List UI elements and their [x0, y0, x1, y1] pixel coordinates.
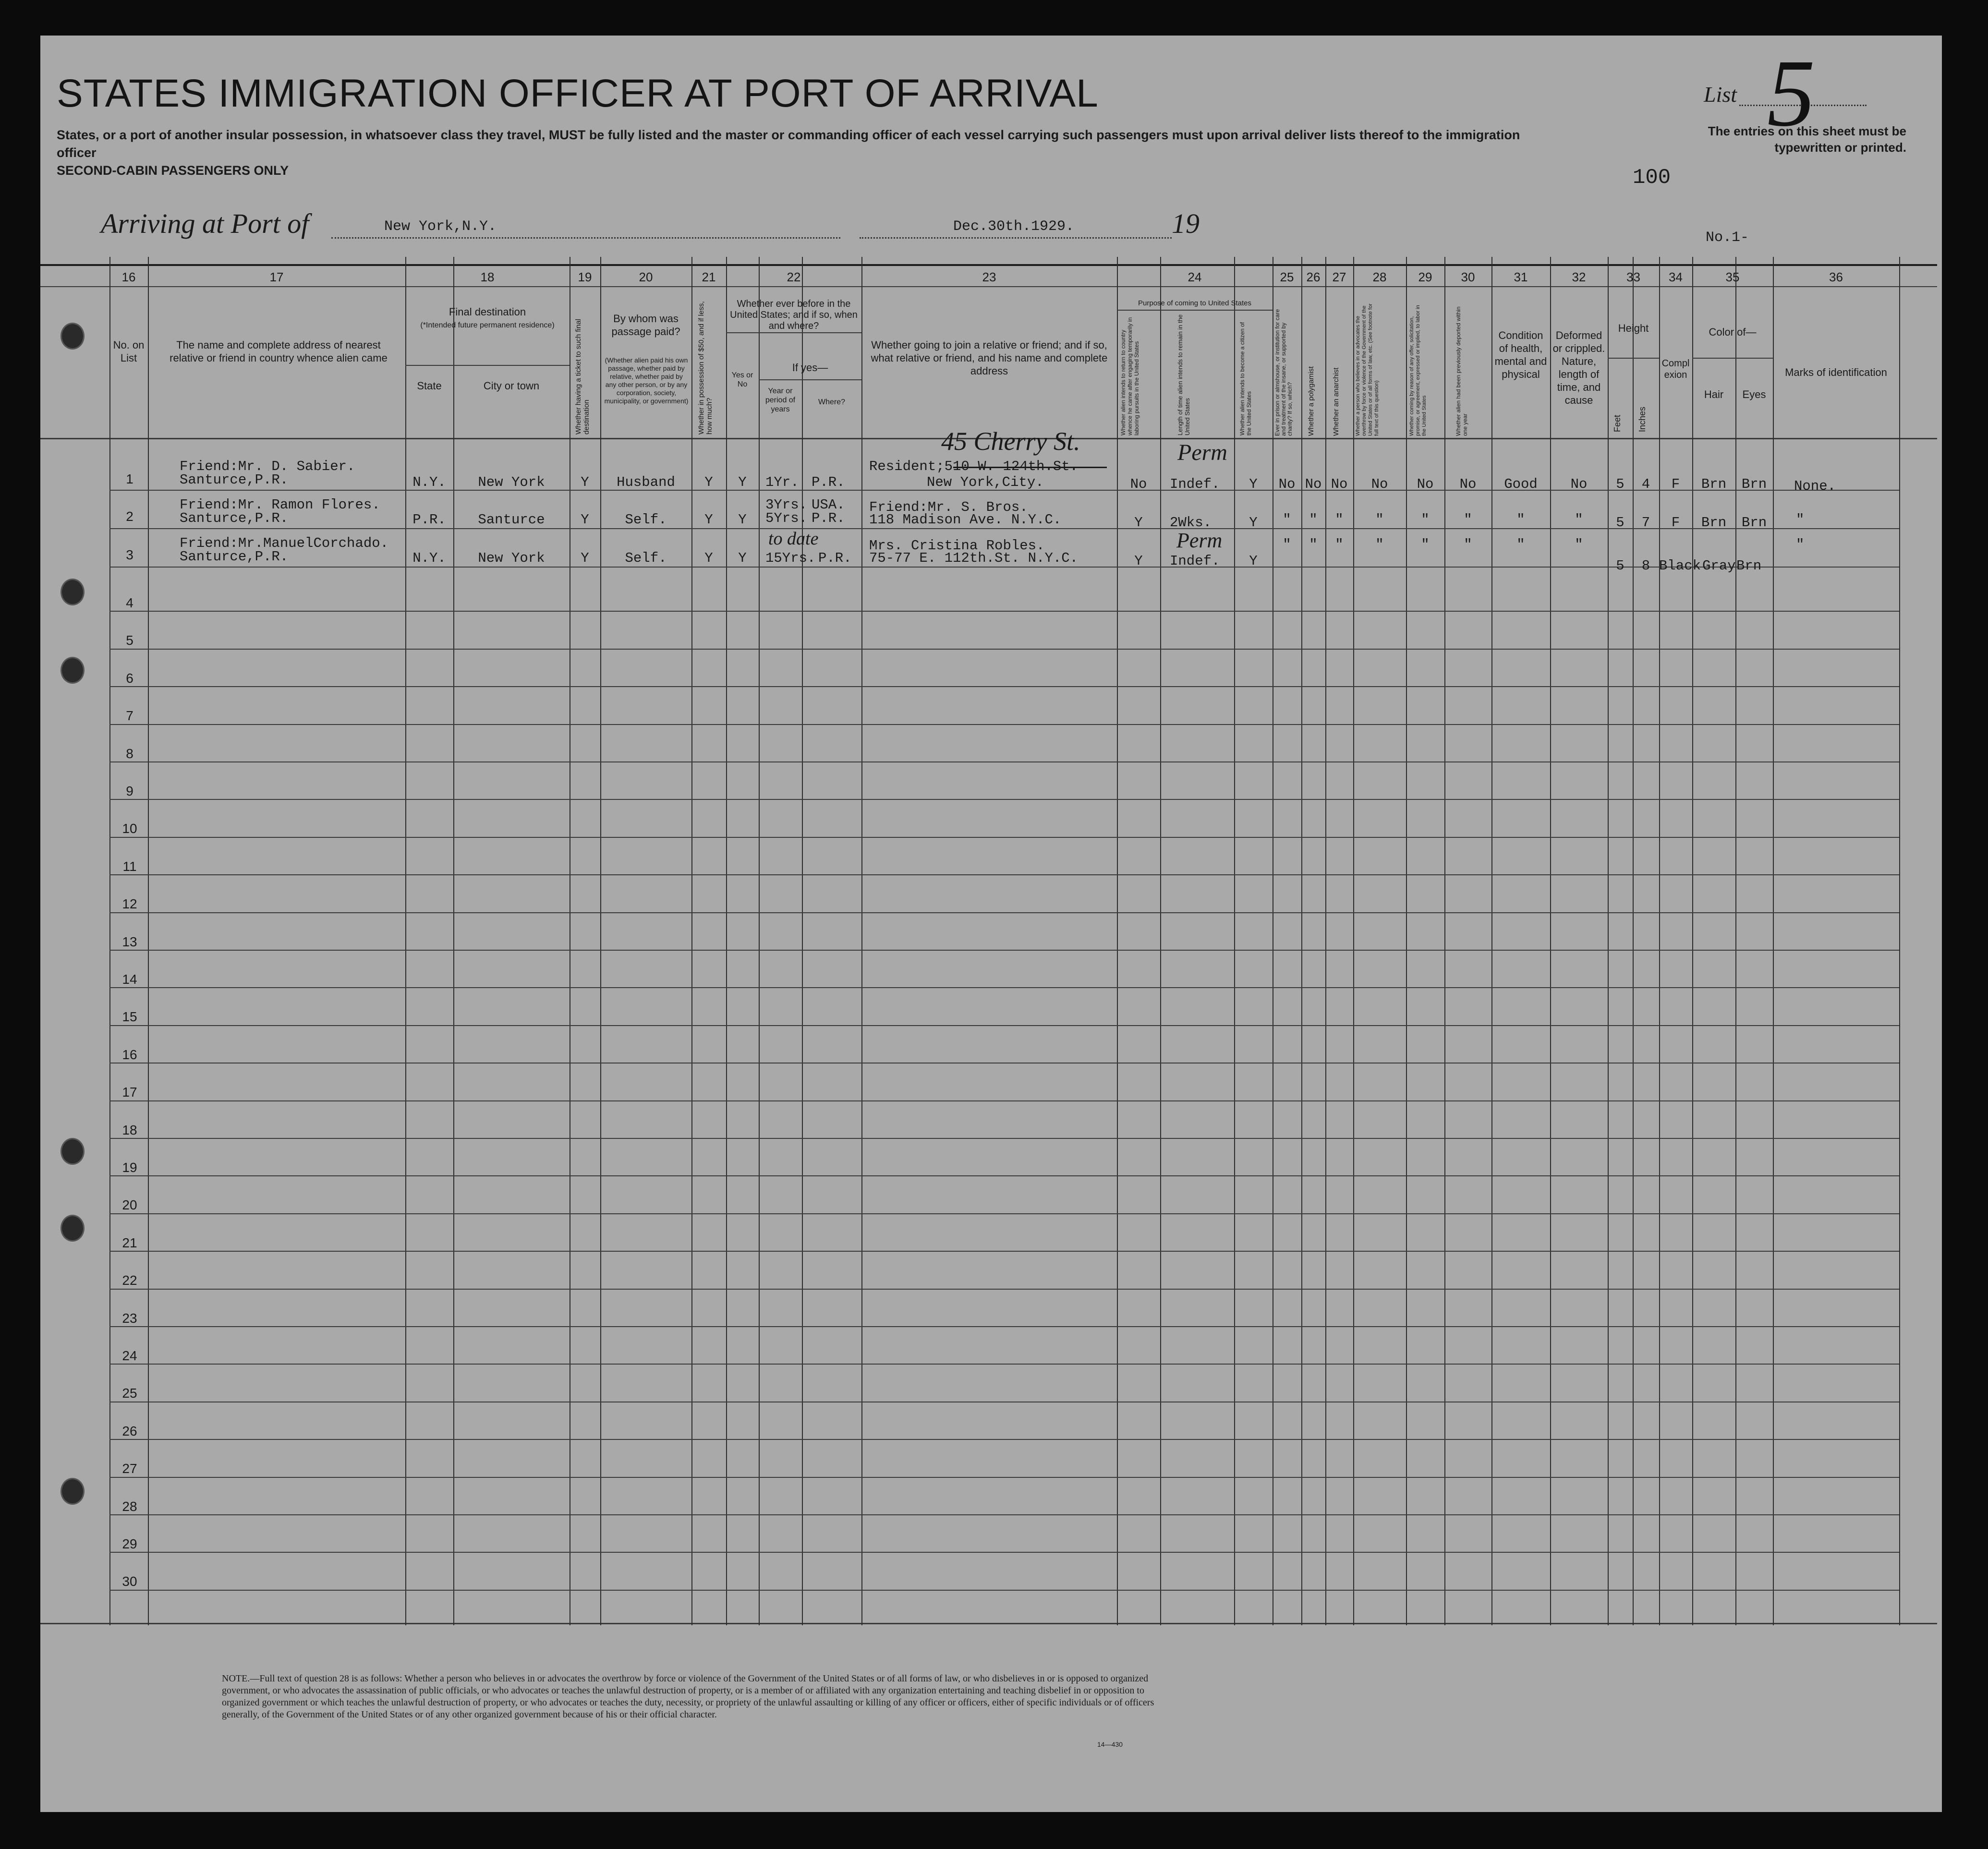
entry2-fifty: Y	[704, 512, 713, 528]
row-line	[109, 1552, 1899, 1553]
col-number: 27	[1332, 270, 1346, 284]
entry1-ticket: Y	[581, 474, 589, 490]
table-top-border	[40, 264, 1937, 266]
header-join-relative: Whether going to join a relative or friend; and if so, what relative or friend, and his name and complete address	[871, 339, 1108, 377]
ditto-mark: "	[1421, 537, 1430, 553]
column-divider	[600, 257, 601, 1625]
instructions-text: States, or a port of another insular possession, in whatsoever class they travel, MUST be fully listed and the master or commanding officer of each vessel carrying such passengers must upon arrival deliver lists thereof to the immigration officer	[57, 128, 1520, 160]
row-number: 24	[122, 1348, 137, 1363]
column-divider	[1353, 257, 1354, 1625]
col-number: 31	[1514, 270, 1528, 284]
row-number: 28	[122, 1499, 137, 1514]
entry2-paid-by: Self.	[625, 512, 667, 528]
row-number: 23	[122, 1311, 137, 1326]
row-line	[109, 1251, 1899, 1252]
entry3-return: Y	[1134, 553, 1143, 569]
punch-hole-icon	[61, 1138, 85, 1165]
row-number: 10	[122, 821, 137, 836]
column-divider	[861, 257, 862, 1625]
col-number: 28	[1372, 270, 1387, 284]
column-divider	[1160, 257, 1161, 1625]
entry1-return: No	[1130, 476, 1147, 492]
row-line	[109, 1514, 1899, 1515]
entry3-where: P.R.	[818, 550, 852, 566]
row-number: 20	[122, 1197, 137, 1212]
col-number: 29	[1418, 270, 1432, 284]
ditto-mark: "	[1516, 537, 1525, 553]
entry1-hair: Brn	[1701, 476, 1727, 492]
row-number: 26	[122, 1424, 137, 1438]
row-number: 19	[122, 1160, 137, 1175]
punch-hole-icon	[61, 657, 85, 684]
row-line	[109, 649, 1899, 650]
entry3-length: Indef.	[1170, 553, 1220, 569]
header-yes-no: Yes or No	[731, 371, 753, 388]
subheader-line	[726, 332, 861, 333]
row-line	[109, 799, 1899, 800]
punch-hole-icon	[61, 579, 85, 605]
passenger-count: 100	[1633, 166, 1671, 190]
ditto-mark: "	[1796, 512, 1805, 528]
header-return: Whether alien intends to return to country whence he came after engaging temporarily in laboring pursuits in the United States	[1120, 317, 1140, 435]
row-line	[109, 1289, 1899, 1290]
header-length: Length of time alien intends to remain in the United States	[1176, 314, 1191, 435]
column-divider	[453, 257, 454, 1625]
header-state: State	[417, 380, 442, 392]
col-number: 26	[1306, 270, 1321, 284]
header-anarchist: Whether an anarchist	[1332, 367, 1340, 436]
column-divider	[1773, 257, 1774, 1625]
header-fifty-dollars: Whether in possession of $50, and if less, how much?	[697, 301, 714, 435]
entry3-city: New York	[478, 550, 545, 566]
ditto-mark: "	[1464, 537, 1472, 553]
header-offer: Whether coming by reason of any offer, solicitation, promise, or agreement, expressed or implied, to labor in the United States	[1409, 305, 1427, 436]
entry2-relative-line1: Friend:Mr. Ramon Flores.	[180, 497, 380, 513]
column-divider	[405, 257, 406, 1625]
row-line	[109, 686, 1899, 687]
entry1-length: Indef.	[1170, 476, 1220, 492]
header-hair: Hair	[1704, 388, 1724, 400]
row-number: 18	[122, 1123, 137, 1137]
entry2-years-2: 5Yrs.	[765, 510, 808, 526]
entry3-feet: 5	[1616, 558, 1624, 574]
punch-hole-icon	[61, 323, 85, 350]
entry2-return: Y	[1134, 515, 1143, 531]
column-divider	[1899, 257, 1900, 1625]
column-divider	[1117, 257, 1118, 1625]
ditto-mark: "	[1283, 537, 1291, 553]
column-divider	[726, 257, 727, 1625]
entry1-join-handwritten: 45 Cherry St.	[941, 427, 1080, 456]
entry1-where: P.R.	[812, 474, 845, 490]
list-number: 5	[1767, 40, 1815, 146]
strike-line	[953, 467, 1107, 468]
ditto-mark: "	[1421, 512, 1430, 528]
column-divider	[1406, 257, 1407, 1625]
header-color-of: Color of—	[1709, 326, 1757, 338]
ditto-mark: "	[1375, 512, 1384, 528]
header-ticket: Whether having a ticket to such final destination	[574, 319, 591, 435]
col-number: 21	[702, 270, 716, 284]
entry3-length-handwritten: Perm	[1176, 529, 1223, 552]
entries-note: The entries on this sheet must be typewritten or printed.	[1708, 124, 1906, 155]
header-feet: Feet	[1612, 414, 1622, 432]
row-number: 15	[122, 1009, 137, 1024]
col-number: 32	[1572, 270, 1586, 284]
row-line	[109, 912, 1899, 913]
column-divider	[1444, 257, 1445, 1625]
entry1-length-handwritten: Perm	[1177, 440, 1227, 465]
row-line	[109, 874, 1899, 875]
entry1-deformed: No	[1570, 476, 1588, 492]
entry3-before: Y	[738, 550, 747, 566]
ditto-mark: "	[1335, 512, 1344, 528]
row-number: 17	[122, 1085, 137, 1100]
column-divider	[691, 257, 692, 1625]
date-value: Dec.30th.1929.	[953, 218, 1075, 235]
header-deported: Whether alien had been previously deported within one year	[1455, 306, 1468, 436]
entry2-length: 2Wks.	[1170, 515, 1212, 531]
column-divider	[1550, 257, 1551, 1625]
subheader-line	[1608, 358, 1659, 359]
row-line	[109, 1138, 1899, 1139]
ditto-mark: "	[1575, 537, 1583, 553]
row-line	[109, 1477, 1899, 1478]
row-line	[109, 987, 1899, 988]
entry2-eyes: Brn	[1741, 515, 1767, 531]
header-purpose: Purpose of coming to United States	[1138, 299, 1251, 307]
class-line: SECOND-CABIN PASSENGERS ONLY	[57, 163, 289, 178]
col-number: 20	[639, 270, 653, 284]
footnote-question-28: NOTE.—Full text of question 28 is as follows: Whether a person who believes in or advocates the overthrow by force or violence of the Government of the United States or of all forms of law, or who disbelieves in or is opposed to organized government, or who advocates the assassination of public officials, or who advocates or teaches the unlawful destruction of property, or is a member of or affiliated with any organization entertaining and teaching disbelief in or opposition to organized government or which teaches the unlawful destruction of property, or who advocates or teaches the duty, necessity, or propriety of the unlawful assaulting or killing of any officer or officers, either of specific individuals or of officers generally, of the Government of the United States or of any other organized government because of his or their official character.	[222, 1673, 1154, 1720]
row-line	[109, 761, 1899, 762]
table-bottom-border	[40, 1623, 1937, 1624]
col-number: 36	[1829, 270, 1843, 284]
ditto-mark: "	[1464, 512, 1472, 528]
col-number: 23	[982, 270, 996, 284]
entry1-citizen: Y	[1249, 476, 1258, 492]
entry1-complexion: F	[1671, 476, 1680, 492]
entry1-health: Good	[1504, 476, 1538, 492]
header-paid-by-sub: (Whether alien paid his own passage, whether paid by relative, whether paid by any other person, or by any corporation, society, municipality, or government)	[604, 356, 689, 405]
entry3-citizen: Y	[1249, 553, 1258, 569]
entry1-join-line2: New York,City.	[927, 474, 1044, 490]
header-where: Where?	[818, 398, 846, 406]
entry1-relative-line2: Santurce,P.R.	[180, 472, 289, 488]
entry2-relative-line2: Santurce,P.R.	[180, 510, 289, 526]
ditto-mark: "	[1516, 512, 1525, 528]
entry1-paid-by: Husband	[617, 474, 675, 490]
column-number-divider	[40, 286, 1937, 287]
header-health: Condition of health, mental and physical	[1494, 329, 1547, 380]
entry3-complexion: Black	[1659, 558, 1701, 574]
entry3-relative-line2: Santurce,P.R.	[180, 549, 289, 565]
row-number: 5	[126, 633, 133, 648]
entry1-marks: None.	[1794, 478, 1836, 494]
entry3-years: 15Yrs.	[765, 550, 816, 566]
column-divider	[1608, 257, 1609, 1625]
entry2-feet: 5	[1616, 515, 1624, 531]
port-value: New York,N.Y.	[384, 218, 497, 235]
header-deformed: Deformed or crippled. Nature, length of time, and cause	[1552, 329, 1605, 406]
row-line	[109, 1175, 1899, 1176]
column-divider	[1234, 257, 1235, 1625]
row-number: 11	[122, 859, 137, 874]
entry2-citizen: Y	[1249, 515, 1258, 531]
entry2-where-2: P.R.	[812, 510, 845, 526]
column-divider	[802, 257, 803, 1625]
entry1-years: 1Yr.	[765, 474, 799, 490]
row-number: 27	[122, 1461, 137, 1476]
entry2-complexion: F	[1671, 515, 1680, 531]
header-final-destination: Final destination	[449, 306, 526, 318]
col-number: 33	[1626, 270, 1640, 284]
col-number: 17	[269, 270, 284, 284]
punch-hole-icon	[61, 1215, 85, 1242]
entry1-eyes: Brn	[1741, 476, 1767, 492]
header-height: Height	[1618, 322, 1649, 334]
row-number: 12	[122, 896, 137, 911]
entry1-offer: No	[1417, 476, 1434, 492]
header-final-destination-sub: (*Intended future permanent residence)	[420, 321, 555, 329]
entry1-city: New York	[478, 474, 545, 490]
header-paid-by: By whom was passage paid?	[611, 313, 680, 338]
ditto-mark: "	[1335, 537, 1344, 553]
column-divider	[1301, 257, 1302, 1625]
column-divider	[1692, 257, 1693, 1625]
column-divider	[1633, 257, 1634, 1625]
entry3-paid-by: Self.	[625, 550, 667, 566]
column-divider	[759, 257, 760, 1625]
entry2-where: USA.	[812, 497, 845, 513]
form-number: 14—430	[1097, 1740, 1123, 1748]
row-number: 21	[122, 1235, 137, 1250]
col-number: 16	[121, 270, 136, 284]
row-line	[109, 837, 1899, 838]
row-number: 22	[122, 1273, 137, 1288]
entry3-join-line1: Mrs. Cristina Robles.	[869, 538, 1045, 554]
row-line	[109, 1439, 1899, 1440]
entry2-hair: Brn	[1701, 515, 1727, 531]
row-number: 8	[126, 746, 133, 761]
row-line	[109, 1326, 1899, 1327]
subheader-line	[405, 365, 570, 366]
header-city: City or town	[483, 380, 540, 392]
manifest-sheet	[40, 36, 1942, 1812]
entry3-ticket: Y	[581, 550, 589, 566]
row-number: 7	[126, 708, 133, 723]
col-number: 24	[1188, 270, 1202, 284]
col-number: 34	[1669, 270, 1683, 284]
column-divider	[1735, 257, 1736, 1625]
subheader-line	[1692, 358, 1773, 359]
header-years: Year or period of years	[765, 387, 796, 413]
row-number: 14	[122, 972, 137, 987]
entry1-prison: No	[1278, 476, 1296, 492]
row-line	[109, 1025, 1899, 1026]
ditto-mark: "	[1309, 512, 1318, 528]
subheader-line	[759, 379, 861, 380]
entry2-inches: 7	[1641, 515, 1650, 531]
header-citizen: Whether alien intends to become a citizen of the United States	[1239, 322, 1252, 435]
entry1-deported: No	[1459, 476, 1477, 492]
entry2-state: P.R.	[412, 512, 446, 528]
subheader-line	[1117, 310, 1273, 311]
header-before-us: Whether ever before in the United States; and if so, when and where?	[730, 299, 858, 331]
row-line	[109, 950, 1899, 951]
col-number: 22	[787, 270, 801, 284]
row-number: 3	[126, 547, 133, 562]
header-no-on-list: No. on List	[113, 339, 145, 364]
header-relative: The name and complete address of nearest relative or friend in country whence alien came	[170, 339, 388, 364]
entry2-join-line2: 118 Madison Ave. N.Y.C.	[869, 512, 1062, 528]
entry2-city: Santurce	[478, 512, 545, 528]
header-if-yes: If yes—	[792, 362, 828, 374]
row-number: 2	[126, 509, 133, 524]
row-number: 4	[126, 595, 133, 610]
ditto-mark: "	[1796, 537, 1805, 553]
header-polygamist: Whether a polygamist	[1307, 366, 1315, 436]
row-number: 29	[122, 1536, 137, 1551]
entry3-inches: 8	[1641, 558, 1650, 574]
header-prison: Ever in prison or almshouse, or institution for care and treatment of the insane, or supported by charity? If so, which?	[1274, 309, 1293, 436]
entry1-before: Y	[738, 474, 747, 490]
column-divider	[1325, 257, 1326, 1625]
col-number: 25	[1280, 270, 1294, 284]
port-line	[331, 237, 840, 239]
row-line	[109, 1213, 1899, 1214]
entry3-state: N.Y.	[412, 550, 446, 566]
entry1-join-line1: Resident;510 W. 124th.St.	[869, 459, 1079, 474]
col-number: 35	[1725, 270, 1740, 284]
ditto-mark: "	[1309, 537, 1318, 553]
entry3-relative-line1: Friend:Mr.ManuelCorchado.	[180, 535, 389, 551]
arriving-label: Arriving at Port of	[101, 208, 309, 239]
row-number: 13	[122, 934, 137, 949]
entry1-inches: 4	[1641, 476, 1650, 492]
row-line	[109, 1364, 1899, 1365]
entry1-overthrow: No	[1371, 476, 1388, 492]
header-eyes: Eyes	[1742, 388, 1766, 400]
header-overthrow: Whether a person who believes in or advocates the overthrow by force or violence of the Government of the United States or of all forms of law, etc. (See footnote for full text of this question)	[1355, 303, 1380, 436]
entry2-before: Y	[738, 512, 747, 528]
entry1-polygamist: No	[1305, 476, 1322, 492]
entry3-before-handwritten: to date	[768, 529, 819, 549]
header-complexion: Complexion	[1661, 358, 1690, 380]
row-line	[109, 611, 1899, 612]
entry2-years: 3Yrs.	[765, 497, 808, 513]
header-inches: Inches	[1637, 406, 1647, 432]
entry1-fifty: Y	[704, 474, 713, 490]
row-line	[109, 724, 1899, 725]
row-number: 9	[126, 784, 133, 798]
column-divider	[1491, 257, 1492, 1625]
entry3-join-line2: 75-77 E. 112th.St. N.Y.C.	[869, 550, 1079, 566]
page-title: STATES IMMIGRATION OFFICER AT PORT OF ARRIVAL	[57, 72, 1099, 115]
entry1-anarchist: No	[1331, 476, 1348, 492]
entry3-fifty: Y	[704, 550, 713, 566]
col-number: 30	[1461, 270, 1475, 284]
year-prefix: 19	[1172, 208, 1200, 239]
ditto-mark: "	[1283, 512, 1291, 528]
ditto-mark: "	[1575, 512, 1583, 528]
entry2-join-line1: Friend:Mr. S. Bros.	[869, 499, 1028, 515]
instructions	[57, 126, 1545, 180]
header-marks: Marks of identification	[1785, 366, 1887, 378]
sheet-number: No.1-	[1706, 230, 1749, 246]
punch-hole-icon	[61, 1478, 85, 1505]
row-number: 6	[126, 671, 133, 686]
col-number: 19	[578, 270, 592, 284]
row-line	[109, 1100, 1899, 1101]
column-divider	[1659, 257, 1660, 1625]
entry1-state: N.Y.	[412, 474, 446, 490]
date-line	[860, 237, 1172, 239]
entry1-relative-line1: Friend:Mr. D. Sabier.	[180, 459, 355, 474]
list-label: List	[1704, 82, 1737, 107]
entry1-feet: 5	[1616, 476, 1624, 492]
row-number: 25	[122, 1386, 137, 1401]
row-number: 1	[126, 471, 133, 486]
entry2-ticket: Y	[581, 512, 589, 528]
row-line	[109, 1590, 1899, 1591]
row-number: 30	[122, 1574, 137, 1589]
entry3-eyes: Brn	[1736, 558, 1762, 574]
col-number: 18	[480, 270, 495, 284]
row-number: 16	[122, 1047, 137, 1062]
ditto-mark: "	[1375, 537, 1384, 553]
entry3-hair: Gray	[1702, 558, 1736, 574]
